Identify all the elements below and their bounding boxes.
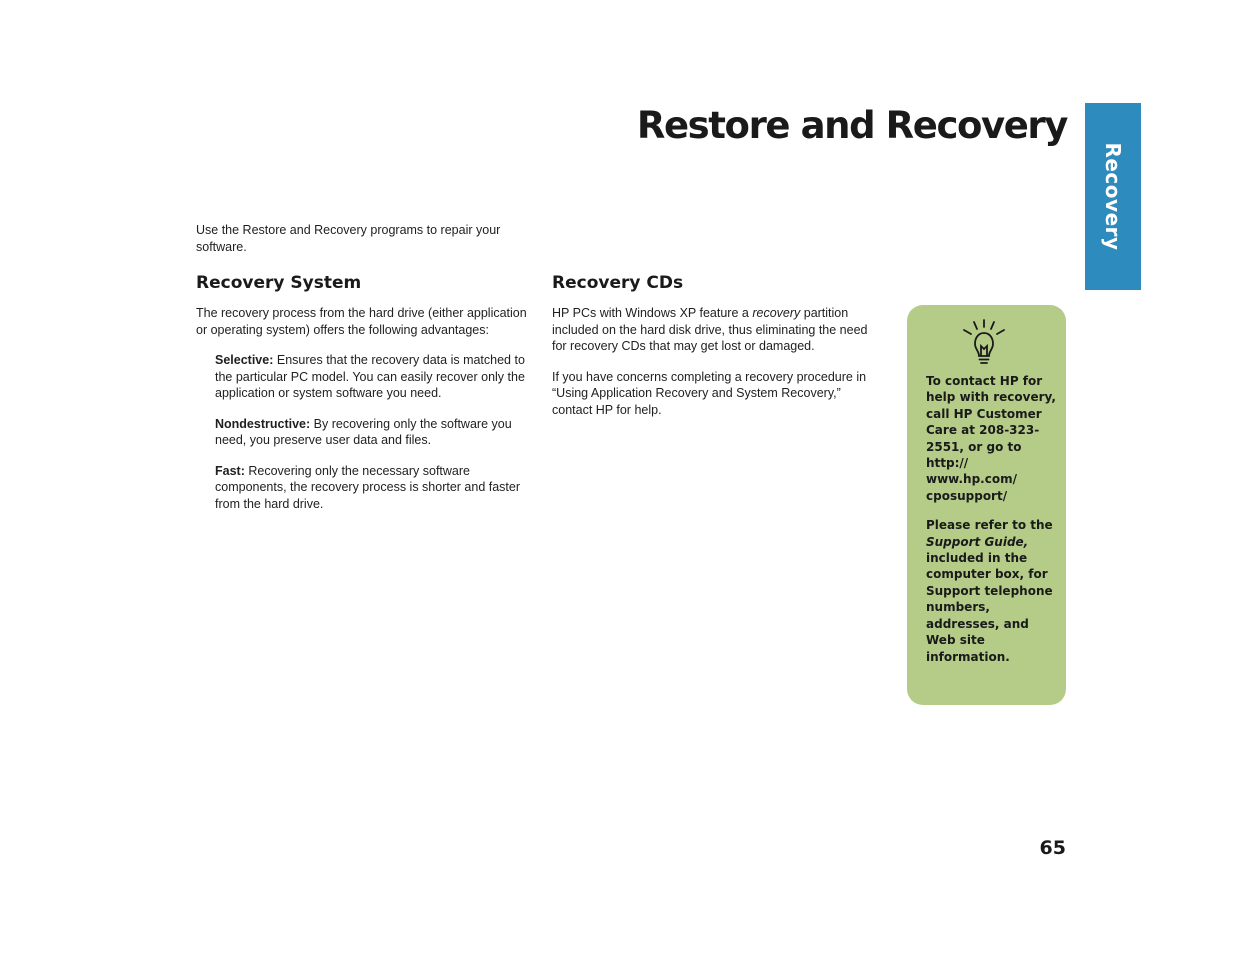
advantage-item — [215, 416, 534, 449]
tip-text — [926, 373, 1058, 678]
recovery-system-section — [196, 271, 534, 526]
advantage-item — [215, 352, 534, 402]
recovery-system-heading: Recovery System — [196, 273, 362, 293]
advantage-label: Fast: — [215, 463, 245, 478]
section-tab — [1085, 103, 1141, 290]
advantage-item — [215, 463, 534, 513]
recovery-cds-heading: Recovery CDs — [552, 273, 684, 293]
intro-text: Use the Restore and Recovery programs to repair your software. — [196, 223, 501, 254]
emphasis-text: Support Guide, — [926, 534, 1029, 549]
page-number: 65 — [1039, 837, 1066, 859]
text-run: HP PCs with Windows XP feature a — [552, 306, 753, 320]
recovery-cds-paragraph-1 — [552, 305, 882, 355]
text-run: included in the computer box, for Support telephone numbers, addresses, and Web site information. — [926, 551, 1053, 664]
advantage-text: Ensures that the recovery data is matched to the particular PC model. You can easily recover only the application or system software you need. — [215, 353, 525, 400]
section-tab-label: Recovery — [1101, 142, 1125, 251]
advantage-label: Selective: — [215, 353, 274, 367]
advantage-text: Recovering only the necessary software components, the recovery process is shorter and faster from the hard drive. — [215, 463, 521, 511]
text-run: partition included on the hard disk drive, thus eliminating the need for recovery CDs that may get lost or damaged. — [552, 306, 868, 353]
tip-paragraph-2 — [926, 517, 1058, 665]
lightbulb-icon — [960, 318, 1008, 370]
recovery-cds-section — [552, 271, 882, 432]
text-run: Please refer to the — [926, 518, 1053, 533]
advantage-label: Nondestructive: — [215, 416, 311, 431]
advantage-text: By recovering only the software you need, you preserve user data and files. — [215, 416, 512, 447]
tip-paragraph-1: To contact HP for help with recovery, call HP Customer Care at 208-323-2551, or go to http:// www.hp.com/ cposupport/ — [926, 374, 1056, 503]
page-title: Restore and Recovery — [636, 104, 1067, 147]
emphasis-text: recovery — [752, 306, 801, 320]
recovery-cds-paragraph-2: If you have concerns completing a recovery procedure in “Using Application Recovery and System Recovery,” contact HP for help. — [552, 369, 867, 417]
recovery-system-body: The recovery process from the hard drive (either application or operating system) offers the following advantages: — [196, 306, 527, 337]
